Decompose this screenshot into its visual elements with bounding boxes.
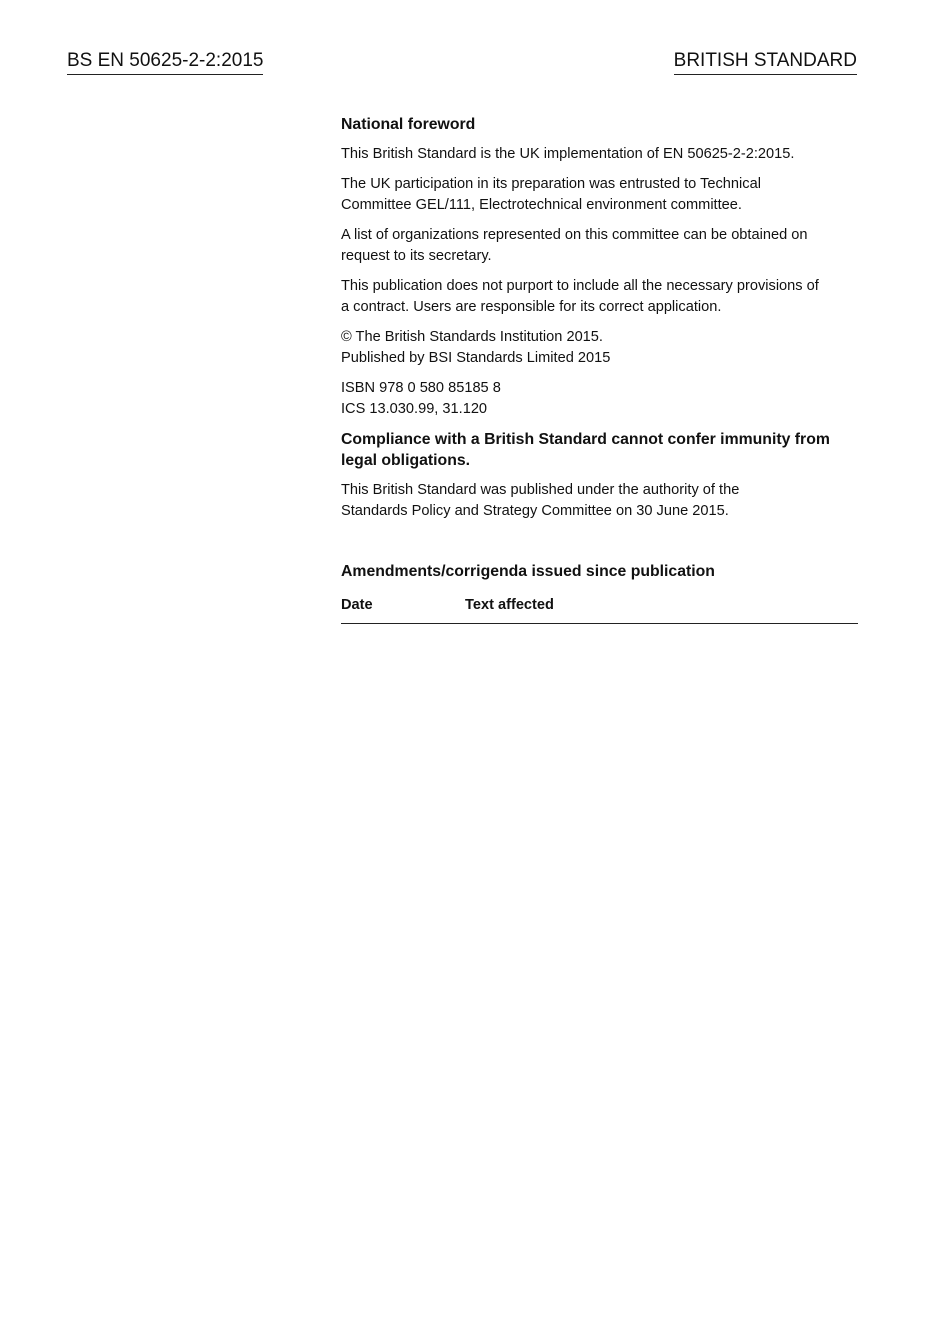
foreword-paragraph	[341, 225, 858, 267]
identifier-block	[341, 378, 858, 420]
paragraph-line: This publication does not purport to include all the necessary provisions of	[341, 278, 819, 294]
foreword-paragraph	[341, 144, 858, 165]
copyright-block	[341, 327, 858, 369]
text-affected-column-header: Text affected	[465, 595, 858, 624]
publication-authority	[341, 480, 858, 522]
compliance-line: legal obligations.	[341, 452, 471, 469]
foreword-title: National foreword	[341, 116, 476, 133]
document-type: BRITISH STANDARD	[674, 49, 857, 75]
paragraph-line: This British Standard is the UK implementation of EN 50625-2-2:2015.	[341, 146, 795, 162]
paragraph-line: Committee GEL/111, Electrotechnical environment committee.	[341, 197, 742, 213]
authority-line: Standards Policy and Strategy Committee on 30 June 2015.	[341, 503, 729, 519]
publisher-line: Published by BSI Standards Limited 2015	[341, 350, 611, 366]
compliance-notice	[341, 429, 858, 471]
authority-line: This British Standard was published under the authority of the	[341, 482, 740, 498]
compliance-line: Compliance with a British Standard cannot confer immunity from	[341, 431, 830, 448]
paragraph-line: request to its secretary.	[341, 248, 492, 264]
paragraph-line: The UK participation in its preparation was entrusted to Technical	[341, 176, 761, 192]
paragraph-line: a contract. Users are responsible for its correct application.	[341, 299, 722, 315]
foreword-paragraph	[341, 276, 858, 318]
amendments-header-row	[341, 595, 858, 624]
paragraph-line: A list of organizations represented on this committee can be obtained on	[341, 227, 808, 243]
foreword-paragraph	[341, 174, 858, 216]
amendments-table	[341, 595, 858, 624]
date-column-header: Date	[341, 595, 465, 624]
ics-line: ICS 13.030.99, 31.120	[341, 401, 488, 417]
isbn-line: ISBN 978 0 580 85185 8	[341, 380, 501, 396]
copyright-line: © The British Standards Institution 2015.	[341, 329, 603, 345]
amendments-title: Amendments/corrigenda issued since publication	[341, 563, 715, 580]
national-foreword-section	[341, 114, 858, 624]
document-number: BS EN 50625-2-2:2015	[67, 49, 263, 75]
